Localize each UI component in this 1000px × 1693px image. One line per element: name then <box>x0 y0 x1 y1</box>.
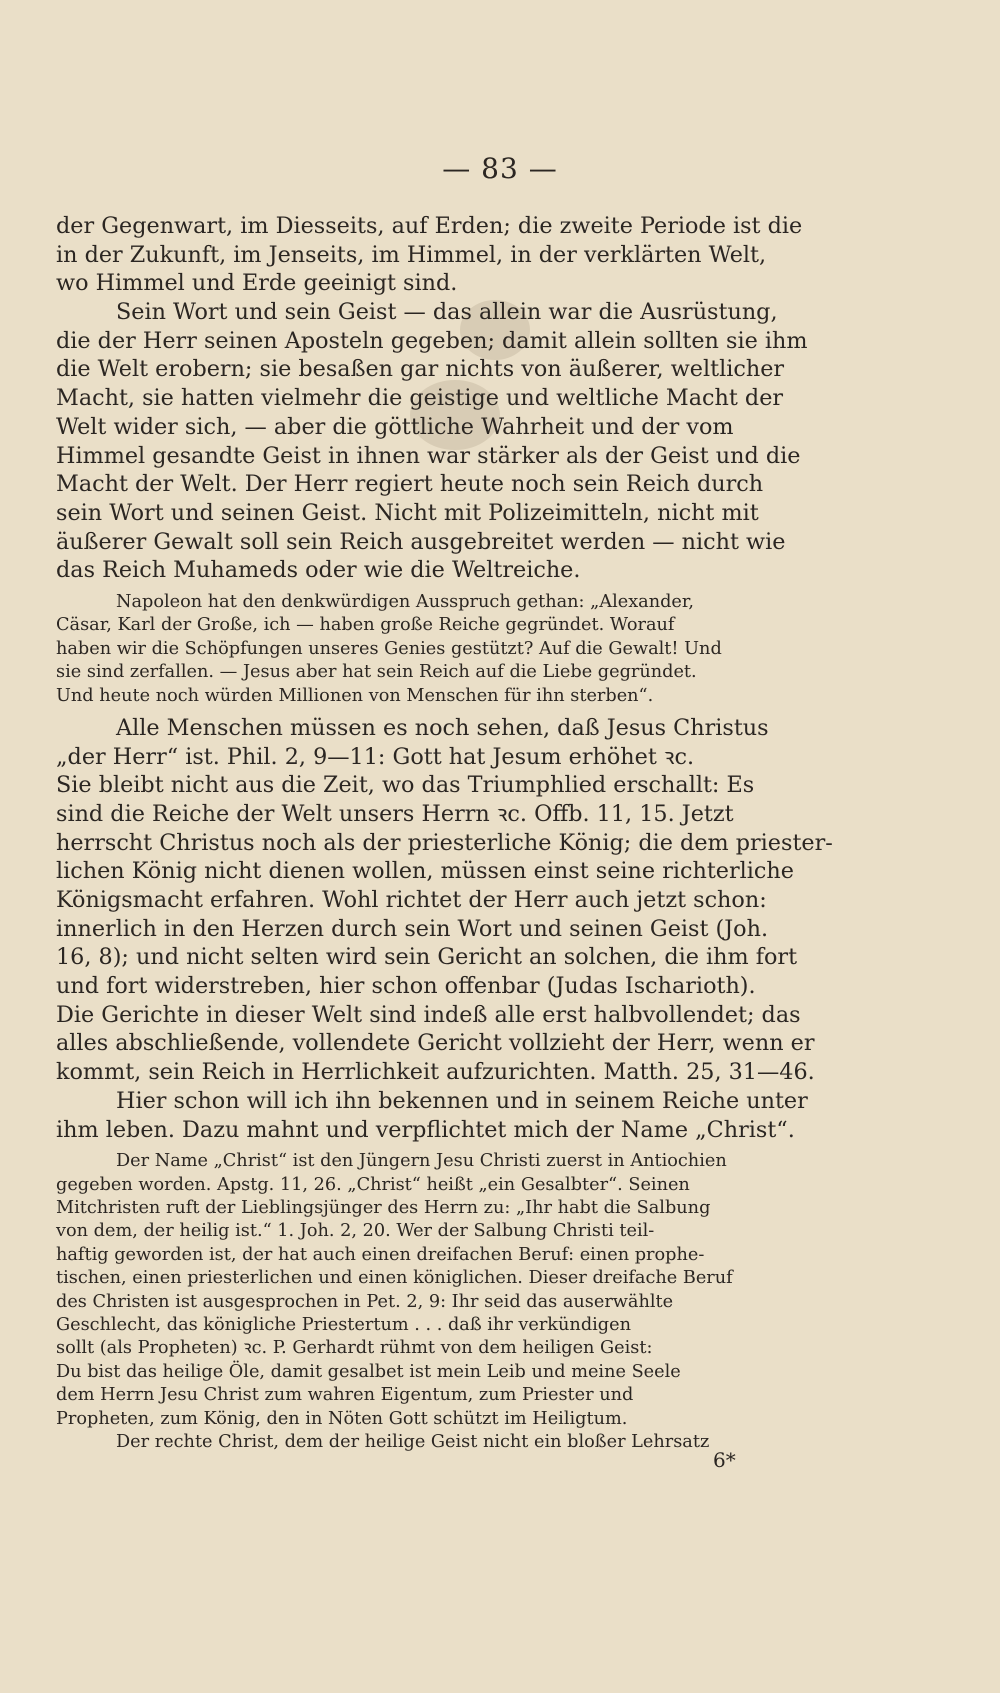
text-line: haben wir die Schöpfungen unseres Genies gestützt? Auf die Gewalt! Und <box>56 638 722 659</box>
text-line: der Gegenwart, im Diesseits, auf Erden; die zweite Periode ist die <box>56 213 803 239</box>
text-line: Der Name „Christ“ ist den Jüngern Jesu Christi zuerst in Antiochien <box>116 1151 727 1172</box>
text-line: Welt wider sich, — aber die göttliche Wahrheit und der vom <box>56 413 734 440</box>
text-line: die Welt erobern; sie besaßen gar nichts von äußerer, weltlicher <box>56 356 785 383</box>
text-line: Sie bleibt nicht aus die Zeit, wo das Triumphlied erschallt: Es <box>56 772 755 799</box>
text-line: Alle Menschen müssen es noch sehen, daß Jesus Christus <box>116 714 769 741</box>
text-line: Macht, sie hatten vielmehr die geistige und weltliche Macht der <box>56 385 784 412</box>
text-line: lichen König nicht dienen wollen, müssen einst seine richterliche <box>56 858 794 885</box>
text-line: in der Zukunft, im Jenseits, im Himmel, in der verklärten Welt, <box>56 241 767 268</box>
text-line: äußerer Gewalt soll sein Reich ausgebreitet werden — nicht wie <box>56 528 786 555</box>
text-line: des Christen ist ausgesprochen in Pet. 2, 9: Ihr seid das auserwählte <box>56 1291 674 1312</box>
paragraph-2 <box>56 714 833 1144</box>
text-line: Die Gerichte in dieser Welt sind indeß alle erst halbvollendet; das <box>56 1001 801 1028</box>
text-line: Geschlecht, das königliche Priestertum . . . daß ihr verkündigen <box>56 1314 631 1335</box>
text-line: Macht der Welt. Der Herr regiert heute noch sein Reich durch <box>56 471 764 498</box>
text-line: Königsmacht erfahren. Wohl richtet der Herr auch jetzt schon: <box>56 887 767 914</box>
text-line: 16, 8); und nicht selten wird sein Gericht an solchen, die ihm fort <box>56 944 798 971</box>
text-line: Du bist das heilige Öle, damit gesalbet ist mein Leib und meine Seele <box>56 1361 681 1382</box>
footnote-name-christ <box>56 1150 816 1454</box>
text-line: und fort widerstreben, hier schon offenbar (Judas Ischarioth). <box>56 973 756 1000</box>
text-line: sollt (als Propheten) ꝛc. P. Gerhardt rühmt von dem heiligen Geist: <box>56 1338 653 1359</box>
text-line: sie sind zerfallen. — Jesus aber hat sein Reich auf die Liebe gegründet. <box>56 662 697 683</box>
text-line: ihm leben. Dazu mahnt und verpflichtet mich der Name „Christ“. <box>56 1116 795 1143</box>
text-line: gegeben worden. Apstg. 11, 26. „Christ“ heißt „ein Gesalbter“. Seinen <box>56 1174 690 1195</box>
text-line: „der Herr“ ist. Phil. 2, 9—11: Gott hat Jesum erhöhet ꝛc. <box>56 743 695 770</box>
text-line: tischen, einen priesterlichen und einen königlichen. Dieser dreifache Beruf <box>56 1268 733 1289</box>
text-line: Sein Wort und sein Geist — das allein war die Ausrüstung, <box>116 299 778 326</box>
text-line: Hier schon will ich ihn bekennen und in seinem Reiche unter <box>116 1087 808 1114</box>
text-line: herrscht Christus noch als der priesterliche König; die dem priester- <box>56 829 833 856</box>
text-line: wo Himmel und Erde geeinigt sind. <box>56 270 458 297</box>
text-line: kommt, sein Reich in Herrlichkeit aufzurichten. Matth. 25, 31—46. <box>56 1059 815 1086</box>
text-line: Propheten, zum König, den in Nöten Gott schützt im Heiligtum. <box>56 1408 628 1429</box>
text-line: die der Herr seinen Aposteln gegeben; damit allein sollten sie ihm <box>56 327 808 354</box>
footnote-napoleon <box>56 591 816 708</box>
text-line: Und heute noch würden Millionen von Menschen für ihn sterben“. <box>56 685 654 706</box>
text-line: sein Wort und seinen Geist. Nicht mit Polizeimitteln, nicht mit <box>56 499 759 526</box>
text-line: Cäsar, Karl der Große, ich — haben große Reiche gegründet. Worauf <box>56 615 675 636</box>
page-number: — 83 — <box>442 152 558 185</box>
text-line: innerlich in den Herzen durch sein Wort und seinen Geist (Joh. <box>56 915 769 942</box>
signature-mark: 6* <box>713 1448 736 1472</box>
paragraph-1 <box>56 212 816 585</box>
text-line: Napoleon hat den denkwürdigen Ausspruch gethan: „Alexander, <box>116 591 695 612</box>
text-line: Himmel gesandte Geist in ihnen war stärker als der Geist und die <box>56 442 801 469</box>
text-line: alles abschließende, vollendete Gericht vollzieht der Herr, wenn er <box>56 1030 815 1057</box>
text-line: haftig geworden ist, der hat auch einen dreifachen Beruf: einen prophe- <box>56 1244 705 1265</box>
text-line: von dem, der heilig ist.“ 1. Joh. 2, 20. Wer der Salbung Christi teil- <box>56 1221 655 1242</box>
text-line: Mitchristen ruft der Lieblingsjünger des Herrn zu: „Ihr habt die Salbung <box>56 1197 711 1218</box>
page-body <box>56 212 833 1454</box>
text-line: Der rechte Christ, dem der heilige Geist nicht ein bloßer Lehrsatz <box>116 1431 710 1452</box>
text-line: das Reich Muhameds oder wie die Weltreiche. <box>56 557 581 584</box>
text-line: dem Herrn Jesu Christ zum wahren Eigentum, zum Priester und <box>56 1385 634 1406</box>
text-line: sind die Reiche der Welt unsers Herrn ꝛc. Offb. 11, 15. Jetzt <box>56 800 734 827</box>
